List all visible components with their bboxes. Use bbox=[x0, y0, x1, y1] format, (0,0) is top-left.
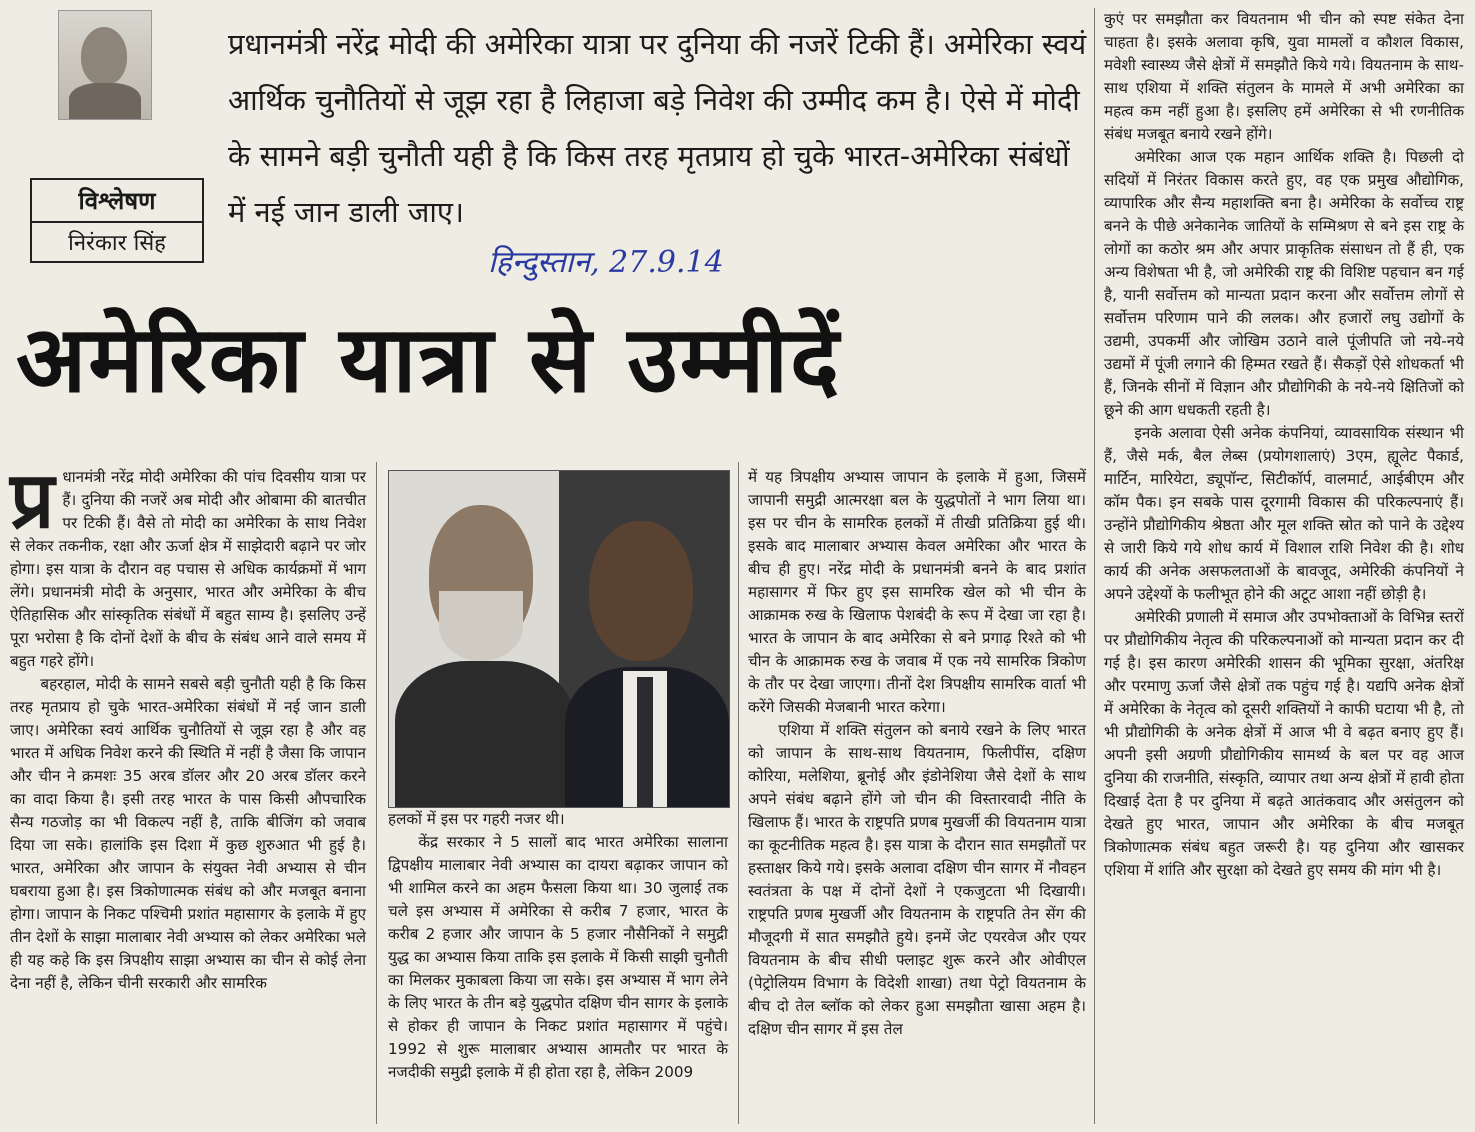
column-rule bbox=[738, 462, 739, 1124]
article-paragraph: में यह त्रिपक्षीय अभ्यास जापान के इलाके में हुआ, जिसमें जापानी समुद्री आत्मरक्षा बल के युद्धपोतों ने भाग लिया था। इस पर चीन के सामरिक हलकों में तीखी प्रतिक्रिया हुई थी। इसके बाद मालाबार अभ्यास केवल अमेरिका और भारत के बीच ही हुए। नरेंद्र मोदी के प्रधानमंत्री बनने के बाद प्रशांत महासागर में फिर हुए इस सामरिक खेल को भी चीन के आक्रामक रुख के खिलाफ पेशबंदी के रूप में देखा जा रहा है। भारत के जापान के बाद अमेरिका से बने प्रगाढ़ रिश्ते को भी चीन के आक्रामक रुख के जवाब में एक नये सामरिक त्रिकोण के तौर पर देखा जाएगा। तीनों देश त्रिपक्षीय सामरिक वार्ता भी करेंगे जिसकी मेजबानी भारत करेगा। bbox=[748, 468, 1086, 716]
column-rule bbox=[376, 462, 377, 1124]
article-paragraph: अमेरिकी प्रणाली में समाज और उपभोक्ताओं के विभिन्न स्तरों पर प्रौद्योगिकीय नेतृत्व की परिकल्पनाओं को मान्यता प्रदान कर दी गई है। इस कारण अमेरिकी शासन की भूमिका सुरक्षा, अंतरिक्ष और परमाणु ऊर्जा जैसे क्षेत्रों तक पहुंच गई है। यद्यपि अनेक क्षेत्रों में अमेरिका के नेतृत्व को दूसरी शक्तियों ने काफी घटाया भी है, तो भी प्रौद्योगिकी के अनेक क्षेत्रों में आज भी वे बढ़त बनाए हुए हैं। अपनी इसी अग्रणी प्रौद्योगिकीय सामर्थ्य के बल पर वह आज दुनिया की राजनीति, संस्कृति, व्यापार तथा अन्य क्षेत्रों में हावी होता दिखाई देता है पर दुनिया में बढ़ते आतंकवाद और असंतुलन को देखते हुए भारत, जापान और अमेरिका के बीच मजबूत त्रिकोणात्मक संबंध बहुत जरूरी है। यह दुनिया और खासकर एशिया में शांति और सुरक्षा को देखते हुए समय की मांग भी है। bbox=[1104, 608, 1464, 879]
headline: अमेरिका यात्रा से उम्मीदें bbox=[16, 306, 841, 413]
column-rule bbox=[1094, 8, 1095, 1124]
article-paragraph: हलकों में इस पर गहरी नजर थी। bbox=[388, 810, 565, 828]
photo-figure-right-head bbox=[589, 521, 693, 661]
article-paragraph: इनके अलावा ऐसी अनेक कंपनियां, व्यावसायिक संस्थान भी हैं, जैसे मर्क, बैल लेब्स (प्रयोगशालाएं) 3एम, ह्यूलेट पैकार्ड, मार्टिन, मारियेटा, ड्यूपॉन्ट, सिटीकॉर्प, वालमार्ट, आईबीएम और कॉम पैक। इन सबके पास दूरगामी विकास की परिकल्पनाएं हैं। उन्होंने प्रौद्योगिकीय श्रेष्ठता और मूल शक्ति स्रोत को पाने के उद्देश्य से जारी किये गये शोध कार्य में विशाल राशि निवेश की है। शोध कार्य की अनेक असफलताओं के बावजूद, अमेरिकी कंपनियों ने अपने उद्देश्यों के फलीभूत होने की अटूट आशा नहीं छोड़ी है। bbox=[1104, 424, 1464, 603]
leaders-photo bbox=[388, 470, 730, 808]
article-paragraph: अमेरिका आज एक महान आर्थिक शक्ति है। पिछली दो सदियों में निरंतर विकास करते हुए, वह एक प्रमुख औद्योगिक, व्यापारिक और सैन्य महाशक्ति बना है। अमेरिका के सर्वोच्च राष्ट्र बनने के पीछे अनेकानेक जातियों के सम्मिश्रण से बने इस राष्ट्र के लोगों का कठोर श्रम और अपार प्राकृतिक संसाधन तो हैं ही, एक अन्य विशेषता भी है, जो अमेरिकी राष्ट्र की विशिष्ट पहचान बन गई है, यानी सर्वोत्तम को मान्यता प्रदान करना और सर्वोत्तम लोगों से सर्वोत्तम परिणाम पाने की ललक। और हजारों लघु उद्योगों के उद्यमी, उपकर्मी और जोखिम उठाने वाले पूंजीपति जो नये-नये उद्यमों में पूंजी लगाने की हिम्मत रखते हैं। सैकड़ों ऐसे शोधकर्ता भी हैं, जिनके सीनों में विज्ञान और प्रौद्योगिकी के नये-नये क्षितिजों को छूने की आग धधकती रहती है। bbox=[1104, 148, 1464, 419]
article-paragraph: केंद्र सरकार ने 5 सालों बाद भारत अमेरिका सालाना द्विपक्षीय मालाबार नेवी अभ्यास का दायरा बढ़ाकर जापान को भी शामिल करने का अहम फैसला किया था। 30 जुलाई तक चले इस अभ्यास में अमेरिका से करीब 7 हजार, भारत के करीब 2 हजार और जापान के 5 हजार नौसैनिकों ने समुद्री युद्ध का अभ्यास किया ताकि इस इलाके में किसी साझी चुनौती का मिलकर मुकाबला किया जा सके। इस अभ्यास में भाग लेने के लिए भारत के तीन बड़े युद्धपोत दक्षिण चीन सागर के इलाके से होकर ही जापान के निकट प्रशांत महासागर में पहुंचे। 1992 से शुरू मालाबार अभ्यास आमतौर पर भारत के नजदीकी समुद्री इलाके में ही होता रहा है, लेकिन 2009 bbox=[388, 833, 728, 1081]
article-column-1 bbox=[10, 456, 366, 995]
article-column-3 bbox=[748, 466, 1086, 1041]
article-paragraph: प्र धानमंत्री नरेंद्र मोदी अमेरिका की पांच दिवसीय यात्रा पर हैं। दुनिया की नजरें अब मोदी और ओबामा की बातचीत पर टिकी हैं। वैसे तो मोदी का अमेरिका के साथ निवेश से लेकर तकनीक, रक्षा और ऊर्जा क्षेत्र में साझेदारी बढ़ाने पर जोर होगा। इस यात्रा के दौरान वह पचास से अधिक कार्यक्रमों में भाग लेंगे। प्रधानमंत्री मोदी के अनुसार, भारत और अमेरिका के बीच ऐतिहासिक और सांस्कृतिक संबंधों में बहुत साम्य है। इसलिए उन्हें पूरा भरोसा है कि दोनों देशों के बीच के संबंध आने वाले समय में बहुत गहरे होंगे। bbox=[10, 456, 366, 670]
photo-figure-left-beard bbox=[439, 591, 523, 661]
author-body-shape bbox=[69, 83, 141, 120]
dropcap: प्र bbox=[10, 456, 55, 546]
photo-figure-left-body bbox=[395, 661, 575, 808]
article-paragraph: एशिया में शक्ति संतुलन को बनाये रखने के लिए भारत को जापान के साथ-साथ वियतनाम, फिलीपींस, दक्षिण कोरिया, मलेशिया, ब्रूनोई और इंडोनेशिया जैसे देशों के साथ अपने संबंध बढ़ाने होंगे जो चीन की विस्तारवादी नीति के खिलाफ हैं। भारत के राष्ट्रपति प्रणब मुखर्जी की वियतनाम यात्रा का कूटनीतिक महत्व है। इस यात्रा के दौरान सात समझौतों पर हस्ताक्षर किये गये। इसके अलावा दक्षिण चीन सागर में नौवहन स्वतंत्रता के पक्ष में दोनों देशों ने एकजुटता भी दिखायी। राष्ट्रपति प्रणब मुखर्जी और वियतनाम के राष्ट्रपति तेन सेंग की मौजूदगी में सात समझौते हुये। इनमें जेट एयरवेज और एयर वियतनाम के बीच सीधी फ्लाइट शुरू करने और ओवीएल (पेट्रोलियम विभाग के विदेशी शाखा) तथा पेट्रो वियतनाम के बीच दो तेल ब्लॉक को लेकर हुआ समझौता खासा अहम है। दक्षिण चीन सागर में इस तेल bbox=[748, 721, 1086, 1038]
photo-figure-right-tie bbox=[637, 677, 653, 807]
article-column-2 bbox=[388, 808, 728, 1084]
intro-deck: प्रधानमंत्री नरेंद्र मोदी की अमेरिका यात्रा पर दुनिया की नजरें टिकी हैं। अमेरिका स्वयं आर्थिक चुनौतियों से जूझ रहा है लिहाजा बड़े निवेश की उम्मीद कम है। ऐसे में मोदी के सामने बड़ी चुनौती यही है कि किस तरह मृतप्राय हो चुके भारत-अमेरिका संबंधों में नई जान डाली जाए। bbox=[228, 27, 1087, 229]
article-column-4 bbox=[1104, 8, 1464, 882]
column-tag-author: निरंकार सिंह bbox=[68, 231, 166, 256]
article-paragraph: बहरहाल, मोदी के सामने सबसे बड़ी चुनौती यही है कि किस तरह मृतप्राय हो चुके भारत-अमेरिका संबंधों में नई जान डाली जाए। अमेरिका स्वयं आर्थिक चुनौतियों से जूझ रहा है और वह भारत में अधिक निवेश करने की स्थिति में नहीं है जैसा कि जापान और चीन ने क्रमशः 35 अरब डॉलर और 20 अरब डॉलर करने का वादा किया है। इसी तरह भारत के पास किसी औपचारिक सैन्य गठजोड़ का भी विकल्प नहीं है, ताकि बीजिंग को जवाब दिया जा सके। हालांकि इस दिशा में कुछ शुरुआत भी हुई है। भारत, अमेरिका और जापान के संयुक्त नेवी अभ्यास से चीन घबराया हुआ है। इस त्रिकोणात्मक संबंध को और मजबूत बनाना होगा। जापान के निकट पश्चिमी प्रशांत महासागर के इलाके में हुए तीन देशों के साझा मालाबार नेवी अभ्यास को लेकर अमेरिका भले ही यह कहे कि इस त्रिपक्षीय साझा अभ्यास का चीन से कोई लेना देना नहीं है, लेकिन चीनी सरकारी और सामरिक bbox=[10, 675, 366, 992]
handwritten-date-note: हिन्दुस्तान, 27.9.14 bbox=[488, 245, 724, 280]
column-tag-title: विश्लेषण bbox=[32, 180, 202, 223]
article-paragraph: कुएं पर समझौता कर वियतनाम भी चीन को स्पष्ट संकेत देना चाहता है। इसके अलावा कृषि, युवा मामलों व कौशल विकास, मवेशी स्वास्थ्य जैसे क्षेत्रों में समझौते किये गये। वियतनाम के साथ-साथ एशिया में शक्ति संतुलन के मामले में अभी अमेरिका का महत्व कम नहीं हुआ है। इसलिए हमें अमेरिका से भी रणनीतिक संबंध मजबूत बनाये रखने होंगे। bbox=[1104, 10, 1464, 143]
author-photo bbox=[58, 10, 152, 120]
author-face-shape bbox=[81, 27, 127, 85]
column-tag bbox=[30, 178, 204, 263]
